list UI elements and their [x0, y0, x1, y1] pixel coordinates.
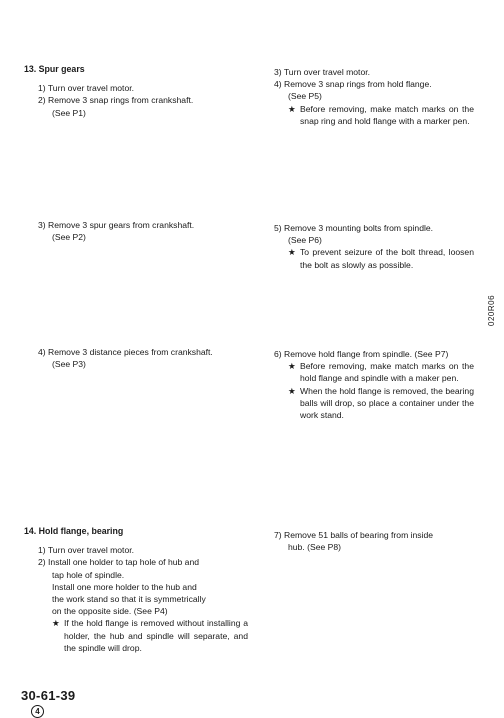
step-14-2-line-3: Install one more holder to the hub and — [52, 581, 197, 592]
step-r-7-line-2: hub. (See P8) — [288, 542, 342, 553]
step-r-4: 4) Remove 3 snap rings from hold flange. — [274, 79, 432, 90]
step-r-4-note-text: Before removing, make match marks on the snap ring and hold flange with a marker pen. — [300, 103, 474, 126]
star-icon: ★ — [288, 247, 296, 258]
star-icon: ★ — [288, 385, 296, 396]
step-r-5: 5) Remove 3 mounting bolts from spindle. — [274, 223, 434, 233]
revision-badge: 4 — [31, 705, 44, 718]
section-14 — [24, 525, 248, 654]
side-code: 020R06 — [487, 294, 496, 326]
step-r-6: 6) Remove hold flange from spindle. (See P7) — [274, 349, 449, 359]
star-icon: ★ — [288, 361, 296, 372]
step-14-2-line-5: on the opposite side. (See P4) — [52, 606, 168, 617]
step-r-7-line-1: 7) Remove 51 balls of bearing from inside — [274, 530, 434, 540]
step-13-2-ref: (See P1) — [52, 107, 86, 118]
step-13-4-ref: (See P3) — [52, 359, 86, 370]
step-13-3-ref: (See P2) — [52, 232, 86, 243]
step-13-3-block — [24, 219, 248, 243]
step-14-2-line-2: tap hole of spindle. — [52, 569, 125, 580]
step-r-5-ref: (See P6) — [288, 235, 322, 246]
step-r-5-note-text: To prevent seizure of the bolt thread, loosen the bolt as slowly as possible. — [300, 247, 474, 270]
right-step-5 — [260, 222, 474, 271]
right-step-6 — [260, 348, 474, 421]
step-14-2-note-text: If the hold flange is removed without installing a holder, the hub and spindle will separate, and the spindle will drop. — [64, 618, 248, 653]
step-r-6-note-1 — [288, 360, 474, 384]
right-step-7 — [260, 529, 474, 553]
step-14-2-line-1: 2) Install one holder to tap hole of hub and — [38, 557, 200, 568]
step-r-3: 3) Turn over travel motor. — [274, 67, 370, 77]
star-icon: ★ — [52, 618, 60, 629]
page-number: 30-61-39 — [21, 688, 76, 703]
step-13-3: 3) Remove 3 spur gears from crankshaft. — [38, 220, 195, 230]
step-13-1: 1) Turn over travel motor. — [38, 83, 134, 94]
step-r-6-note-1-text: Before removing, make match marks on the hold flange and spindle with a maker pen. — [300, 361, 474, 384]
step-13-4-block — [24, 346, 248, 370]
step-13-4: 4) Remove 3 distance pieces from crankshaft. — [38, 347, 213, 357]
section-14-title: 14. Hold flange, bearing — [24, 526, 124, 536]
right-steps-3-4 — [260, 66, 474, 127]
step-r-4-note — [288, 103, 474, 127]
step-13-2: 2) Remove 3 snap rings from crankshaft. — [38, 95, 194, 106]
step-14-2-note — [52, 617, 248, 654]
step-14-1: 1) Turn over travel motor. — [38, 545, 134, 556]
step-r-6-note-2-text: When the hold flange is removed, the bearing balls will drop, so place a container under the work stand. — [300, 385, 474, 421]
star-icon: ★ — [288, 103, 296, 114]
section-13-title: 13. Spur gears — [24, 64, 85, 74]
step-14-2-line-4: the work stand so that it is symmetrically — [52, 594, 206, 605]
step-r-4-ref: (See P5) — [288, 91, 322, 102]
section-13 — [24, 63, 248, 119]
step-r-6-note-2 — [288, 385, 474, 422]
step-r-5-note — [288, 246, 474, 270]
